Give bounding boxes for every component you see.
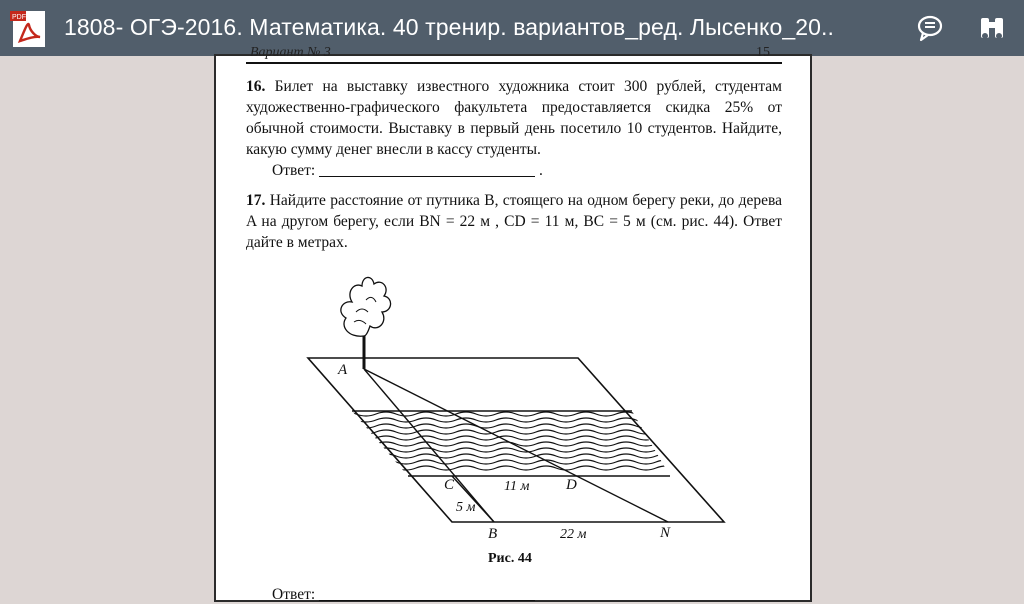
label-C: C — [444, 477, 455, 493]
problem-17-number: 17. — [246, 192, 266, 209]
label-A: A — [338, 362, 348, 378]
length-CD: 11 м — [504, 479, 530, 494]
label-D: D — [566, 477, 577, 493]
answer-17-label: Ответ: — [272, 586, 316, 603]
length-BC: 5 м — [456, 500, 476, 515]
answer-17-line — [319, 600, 535, 601]
figure-caption: Рис. 44 — [488, 551, 532, 566]
label-B: B — [488, 526, 498, 542]
page-number: 15 — [756, 45, 770, 60]
river-bank-outline — [308, 358, 724, 522]
segment-CB — [452, 476, 494, 522]
figure-44 — [216, 56, 810, 600]
answer-17 — [272, 586, 535, 604]
document-title: 1808- ОГЭ-2016. Математика. 40 тренир. вариантов_ред. Лысенко_20.. — [64, 14, 835, 40]
comment-icon[interactable] — [914, 12, 946, 44]
label-N: N — [660, 525, 671, 541]
pdf-icon-label: PDF — [12, 14, 26, 21]
length-BN: 22 м — [560, 527, 587, 542]
pdf-icon[interactable] — [10, 9, 50, 49]
top-toolbar — [0, 0, 1024, 56]
pdf-page[interactable] — [216, 45, 810, 603]
problem-16-text: Билет на выставку известного художника стоит 300 рублей, студентам художественно-графического факультета предоставляется скидка 25% от обычной стоимости. Выставку в первый день посетило 10 студентов. Найдите, какую сумму денег внесли в кассу студенты. — [246, 78, 782, 158]
tree-icon — [341, 277, 391, 369]
answer-16-label: Ответ: — [272, 162, 316, 179]
problem-16-number: 16. — [246, 78, 266, 95]
binoculars-icon[interactable] — [976, 12, 1008, 44]
problem-17-text: Найдите расстояние от путника B, стоящего на одном берегу реки, до дерева A на другом берегу, если BN = 22 м , CD = 11 м, BC = 5 м (см. рис. 44). Ответ дайте в метрах. — [246, 192, 783, 251]
answer-16-dot: . — [539, 162, 543, 179]
page-header: Вариант № 3 — [250, 45, 331, 60]
